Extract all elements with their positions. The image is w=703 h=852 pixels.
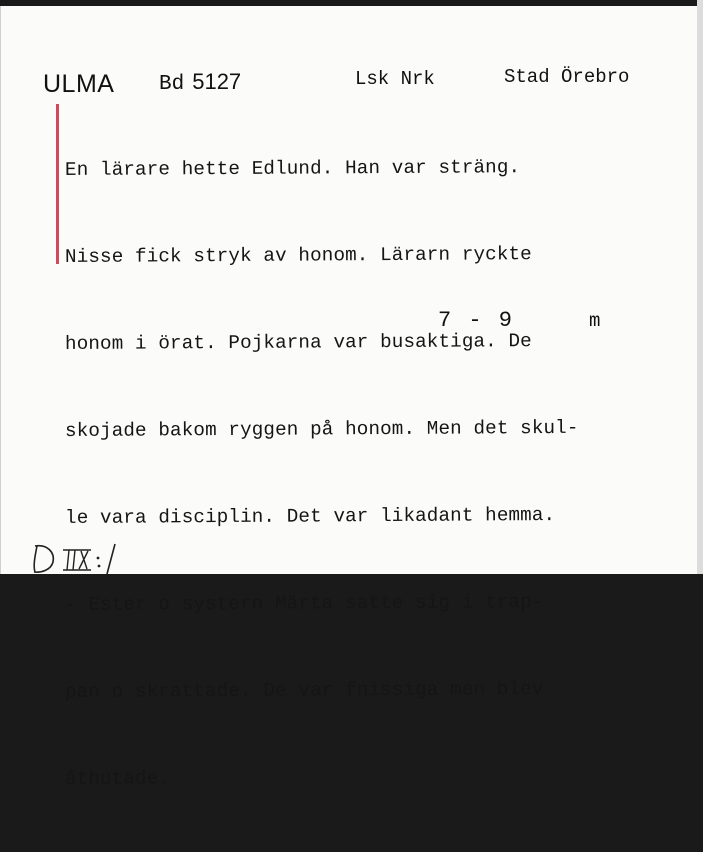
reference-number: 5127 (192, 69, 242, 94)
archive-card (0, 6, 698, 790)
transcript-line: le vara disciplin. Det var likadant hemma. (64, 504, 556, 529)
transcript-line: honom i örat. Pojkarna var busaktiga. De (64, 330, 532, 355)
transcript-line: pan o skrattade. De var fnissiga men blev (64, 678, 544, 703)
place-name: Stad Örebro (504, 66, 630, 88)
transcript-line: - Ester o systern Märta satte sig i trap- (64, 591, 544, 616)
transcript-line: åthutade. (64, 767, 171, 790)
transcript-text (65, 98, 685, 852)
region-code: Lsk Nrk (355, 68, 435, 90)
reference-prefix: Bd (159, 73, 185, 96)
transcript-line: En lärare hette Edlund. Han var sträng. (64, 156, 521, 181)
transcript-line: Nisse fick stryk av honom. Lärarn ryckte (64, 243, 532, 268)
informant-age (438, 308, 601, 333)
transcript-line: skojade bakom ryggen på honom. Men det skul- (64, 416, 579, 442)
card-edge (697, 0, 703, 574)
reference-code (159, 69, 241, 96)
gender-marker: m (589, 310, 601, 332)
archive-name: ULMA (43, 70, 115, 98)
age-range: 7 - 9 (438, 308, 513, 333)
margin-rule (56, 104, 59, 264)
handwritten-mark (31, 538, 141, 578)
